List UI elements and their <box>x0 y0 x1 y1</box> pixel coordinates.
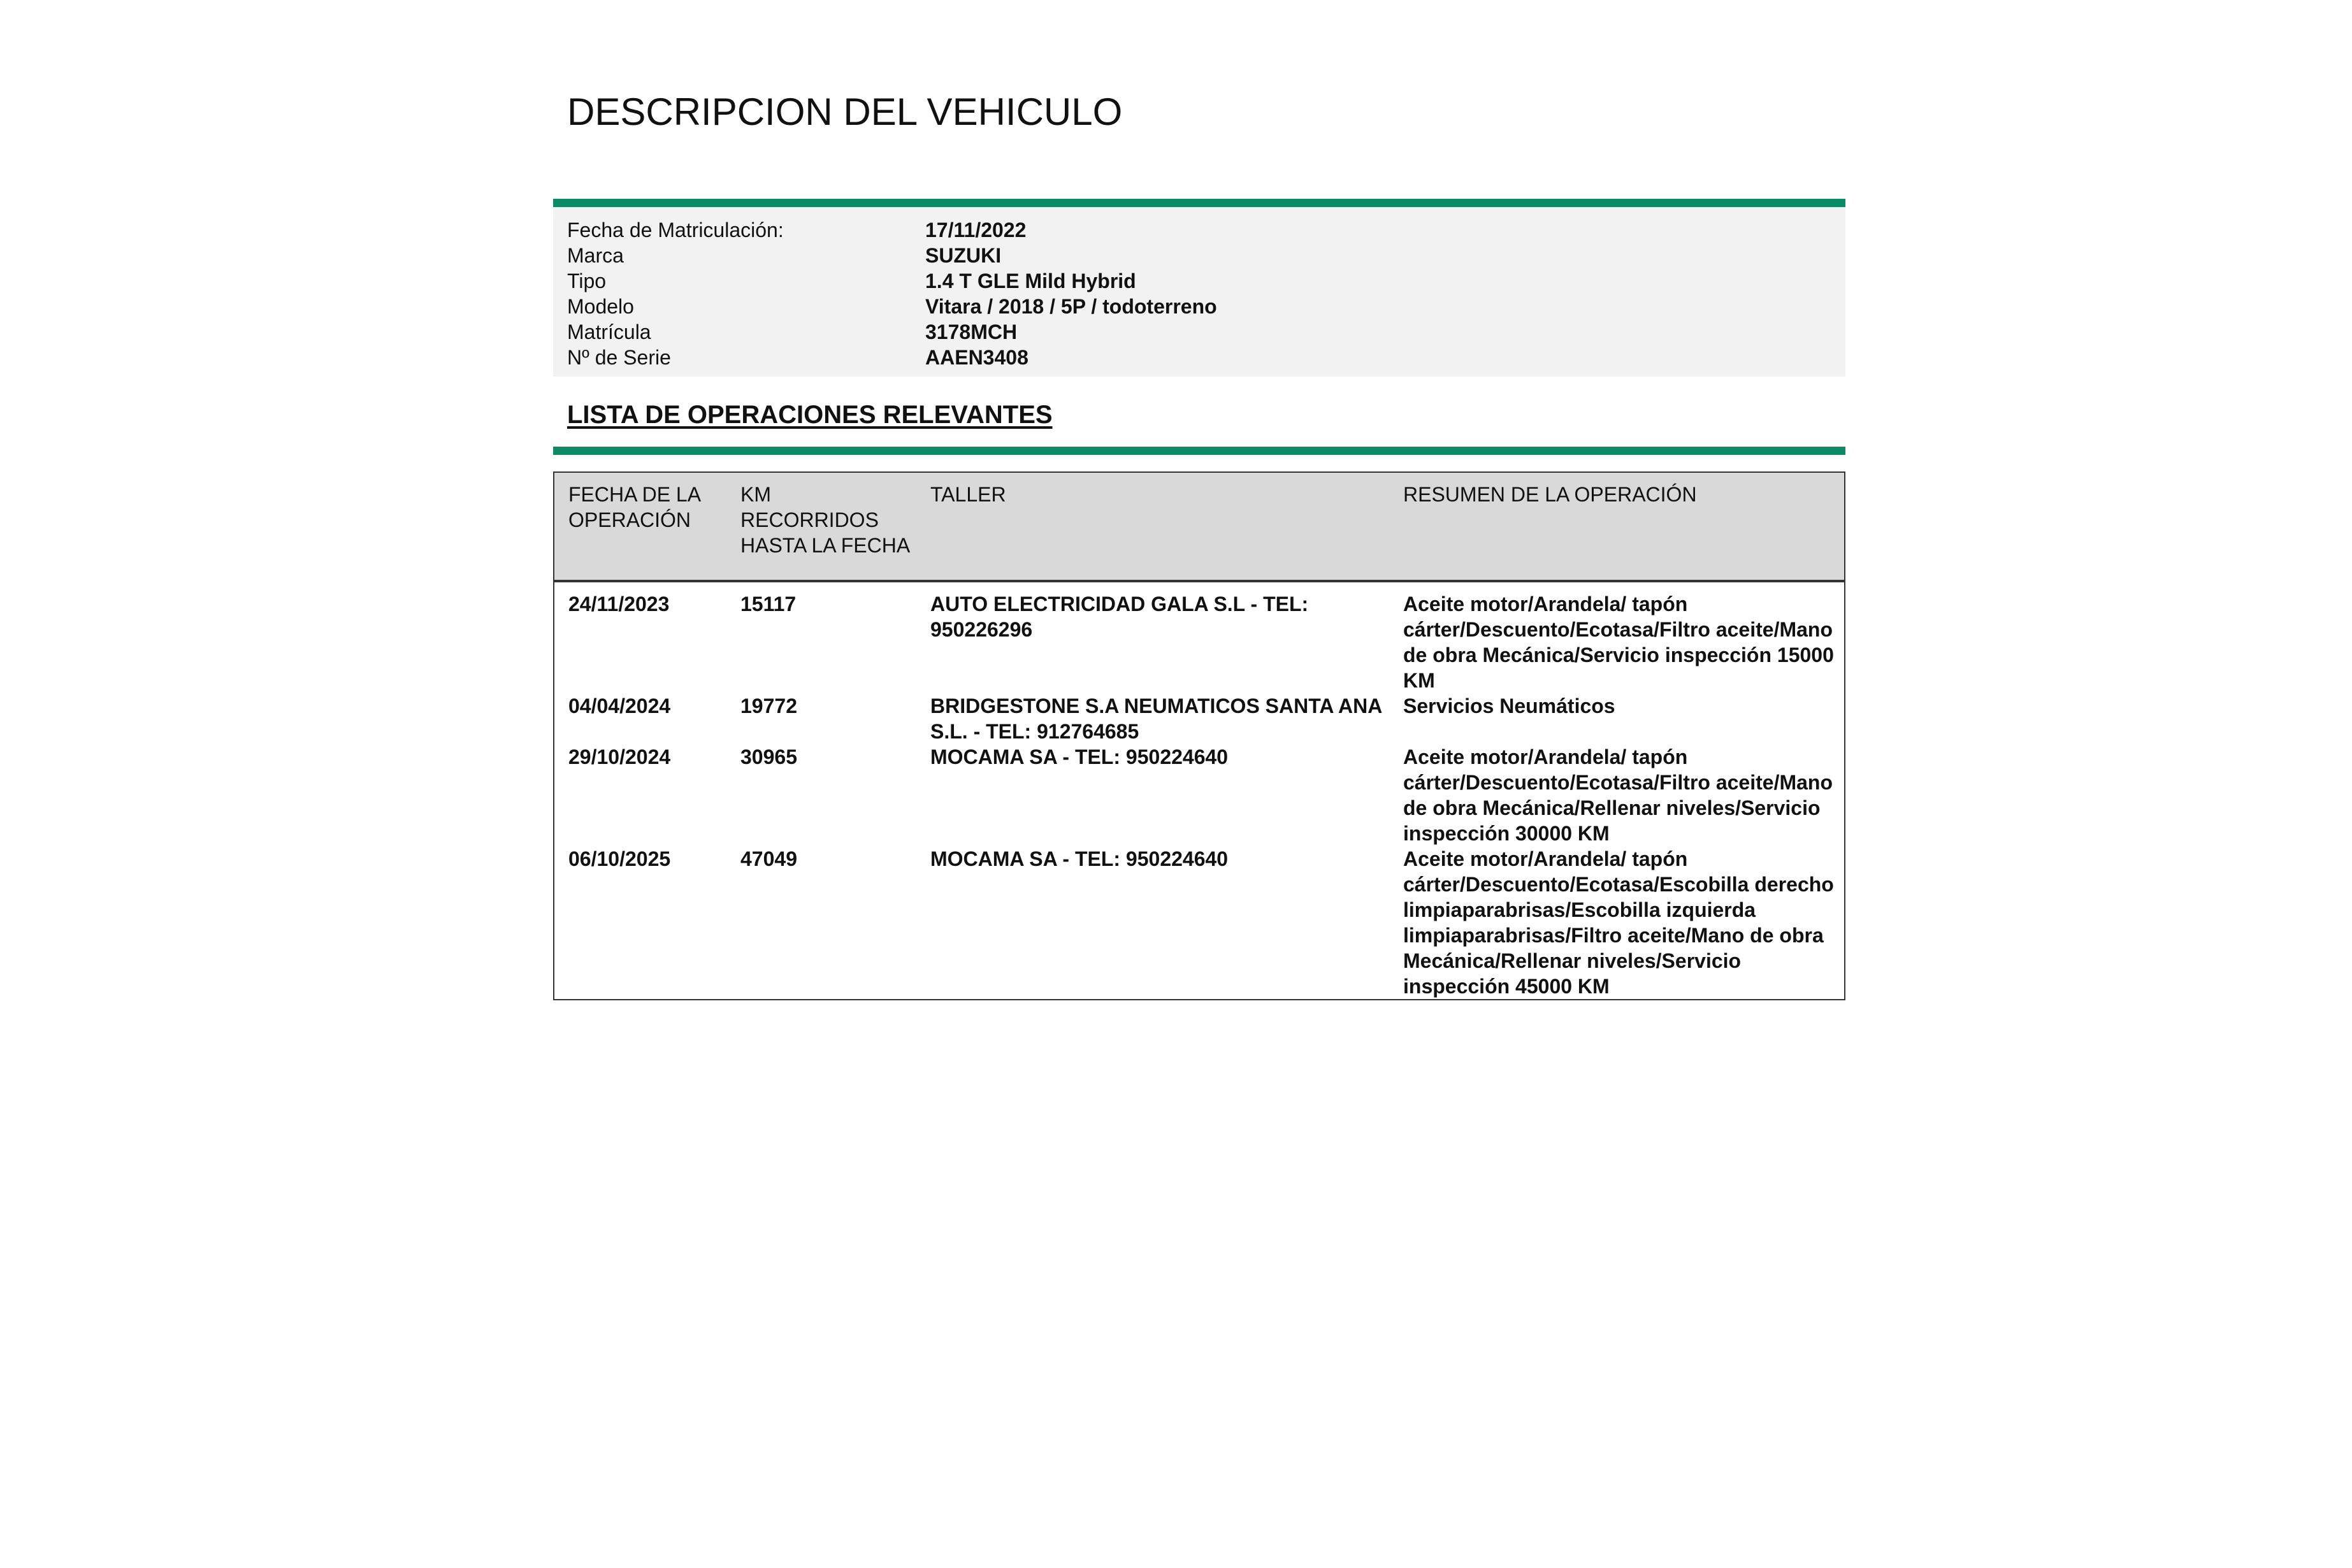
cell-km: 19772 <box>740 694 797 717</box>
cell-km: 15117 <box>740 593 797 615</box>
cell-resumen: Servicios Neumáticos <box>1403 694 1615 717</box>
vehicle-details-panel <box>553 207 1845 377</box>
header-fecha: FECHA DE LA OPERACIÓN <box>568 483 700 531</box>
cell-resumen: Aceite motor/Arandela/ tapón cárter/Descuento/Ecotasa/Escobilla derecho limpiaparabrisas/Escobilla izquierda limpiaparabrisas/Filtro aceite/Mano de obra Mecánica/Rellenar niveles/Servicio inspección 45000 KM <box>1403 847 1834 998</box>
vehicle-label: Fecha de Matriculación: <box>567 219 784 241</box>
vehicle-value: Vitara / 2018 / 5P / todoterreno <box>925 295 1217 318</box>
cell-taller: AUTO ELECTRICIDAD GALA S.L - TEL: 950226296 <box>930 593 1309 641</box>
vehicle-value: 17/11/2022 <box>925 219 1027 241</box>
cell-taller: MOCAMA SA - TEL: 950224640 <box>930 745 1229 768</box>
cell-taller: MOCAMA SA - TEL: 950224640 <box>930 847 1229 870</box>
vehicle-label: Tipo <box>567 270 607 292</box>
vehicle-value: AAEN3408 <box>925 346 1028 369</box>
cell-km: 30965 <box>740 745 797 768</box>
page-title: DESCRIPCION DEL VEHICULO <box>567 90 1123 133</box>
cell-fecha: 24/11/2023 <box>568 593 670 615</box>
vehicle-value: 3178MCH <box>925 320 1018 343</box>
vehicle-label: Matrícula <box>567 320 651 343</box>
operations-section-title: LISTA DE OPERACIONES RELEVANTES <box>567 401 1053 429</box>
header-taller: TALLER <box>930 483 1006 506</box>
cell-taller: BRIDGESTONE S.A NEUMATICOS SANTA ANA S.L. - TEL: 912764685 <box>930 694 1382 743</box>
vehicle-label: Marca <box>567 244 624 267</box>
header-resumen: RESUMEN DE LA OPERACIÓN <box>1403 483 1697 506</box>
cell-fecha: 06/10/2025 <box>568 847 671 870</box>
header-km: KM RECORRIDOS HASTA LA FECHA <box>740 483 911 557</box>
operations-table <box>553 471 1845 1000</box>
cell-fecha: 04/04/2024 <box>568 694 671 717</box>
top-accent-bar <box>553 199 1845 207</box>
cell-km: 47049 <box>740 847 797 870</box>
vehicle-value: SUZUKI <box>925 244 1002 267</box>
cell-resumen: Aceite motor/Arandela/ tapón cárter/Descuento/Ecotasa/Filtro aceite/Mano de obra Mecánica/Servicio inspección 15000 KM <box>1403 593 1834 692</box>
operations-table-header <box>554 473 1844 582</box>
cell-fecha: 29/10/2024 <box>568 745 671 768</box>
operations-accent-bar <box>553 447 1845 455</box>
cell-resumen: Aceite motor/Arandela/ tapón cárter/Descuento/Ecotasa/Filtro aceite/Mano de obra Mecánica/Rellenar niveles/Servicio inspección 30000 KM <box>1403 745 1833 845</box>
vehicle-value: 1.4 T GLE Mild Hybrid <box>925 270 1136 292</box>
vehicle-label: Nº de Serie <box>567 346 671 369</box>
vehicle-label: Modelo <box>567 295 634 318</box>
